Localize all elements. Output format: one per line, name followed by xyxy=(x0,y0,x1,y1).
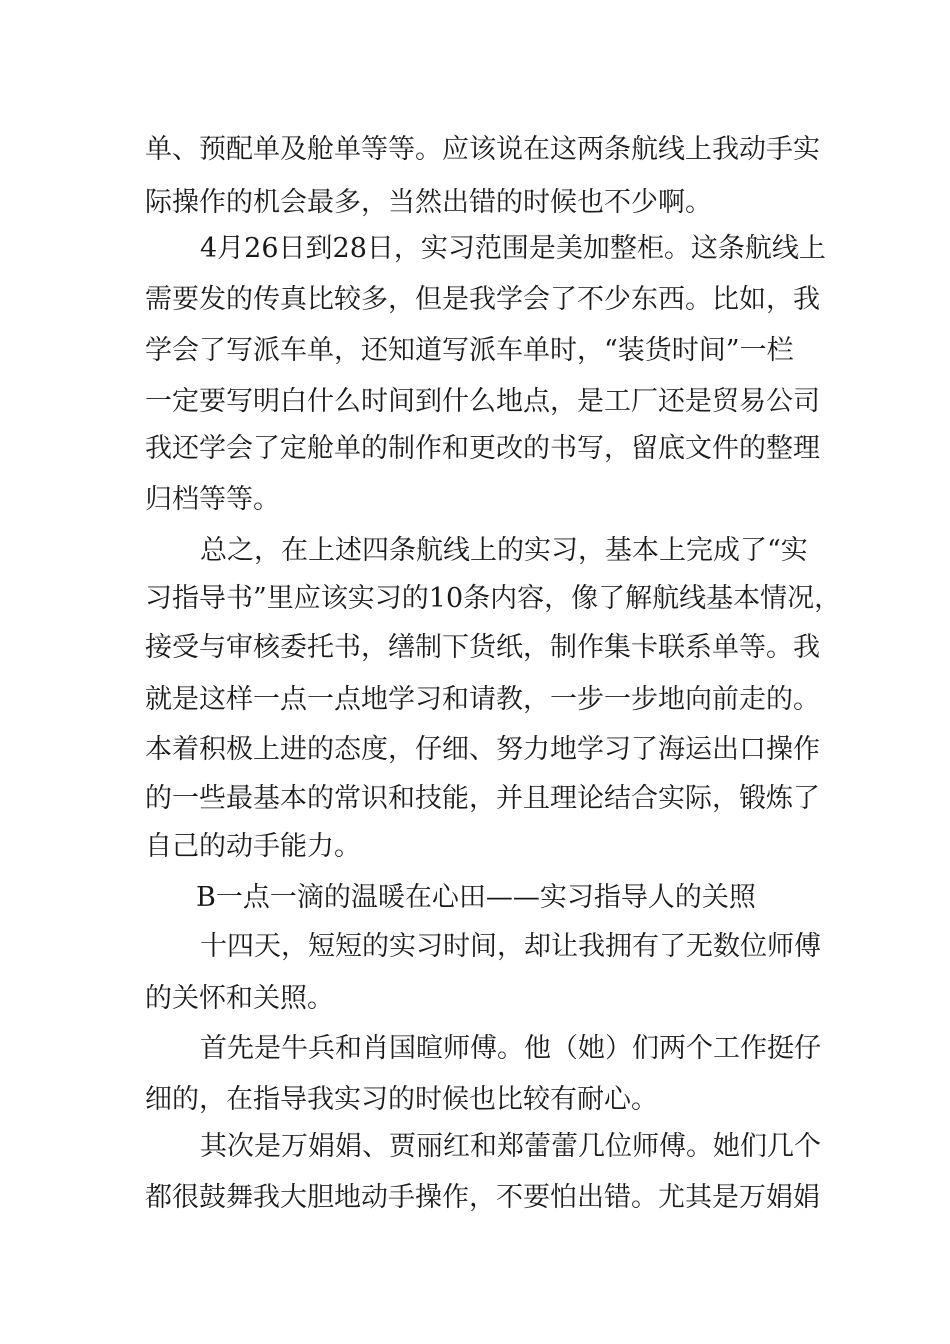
text-line: 本着积极上进的态度，仔细、努力地学习了海运出口操作 xyxy=(145,734,820,765)
text-line: 归档等等。 xyxy=(145,484,280,515)
text-line: 就是这样一点一点地学习和请教，一步一步地向前走的。 xyxy=(145,684,820,715)
text-line: 都很鼓舞我大胆地动手操作，不要怕出错。尤其是万娟娟 xyxy=(145,1182,820,1213)
paragraph-start-line: 其次是万娟娟、贾丽红和郑蕾蕾几位师傅。她们几个 xyxy=(200,1131,821,1162)
text-line: 自己的动手能力。 xyxy=(145,831,361,862)
text-line: 一定要写明白什么时间到什么地点，是工厂还是贸易公司 xyxy=(145,386,820,417)
text-line: 的关怀和关照。 xyxy=(145,983,334,1014)
text-line: 接受与审核委托书，缮制下货纸，制作集卡联系单等。我 xyxy=(145,632,820,663)
paragraph-start-line: 十四天，短短的实习时间，却让我拥有了无数位师傅 xyxy=(200,931,821,962)
paragraph-start-line: 总之，在上述四条航线上的实习，基本上完成了“实 xyxy=(200,535,808,566)
text-line: 细的，在指导我实习的时候也比较有耐心。 xyxy=(145,1084,658,1115)
text-line: 需要发的传真比较多，但是我学会了不少东西。比如，我 xyxy=(145,284,820,315)
section-heading: B一点一滴的温暖在心田——实习指导人的关照 xyxy=(196,882,756,913)
text-line: 我还学会了定舱单的制作和更改的书写，留底文件的整理 xyxy=(145,433,820,464)
text-line: 的一些最基本的常识和技能，并且理论结合实际，锻炼了 xyxy=(145,783,820,814)
paragraph-start-line: 首先是牛兵和肖国暄师傅。他（她）们两个工作挺仔 xyxy=(200,1033,821,1064)
text-line: 单、预配单及舱单等等。应该说在这两条航线上我动手实 xyxy=(145,134,820,165)
text-line: 际操作的机会最多，当然出错的时候也不少啊。 xyxy=(145,187,712,218)
text-line: 学会了写派车单，还知道写派车单时，“装货时间”一栏 xyxy=(145,335,794,366)
paragraph-start-line: 4月26日到28日，实习范围是美加整柜。这条航线上 xyxy=(200,233,826,264)
text-line: 习指导书”里应该实习的10条内容，像了解航线基本情况， xyxy=(145,583,842,614)
